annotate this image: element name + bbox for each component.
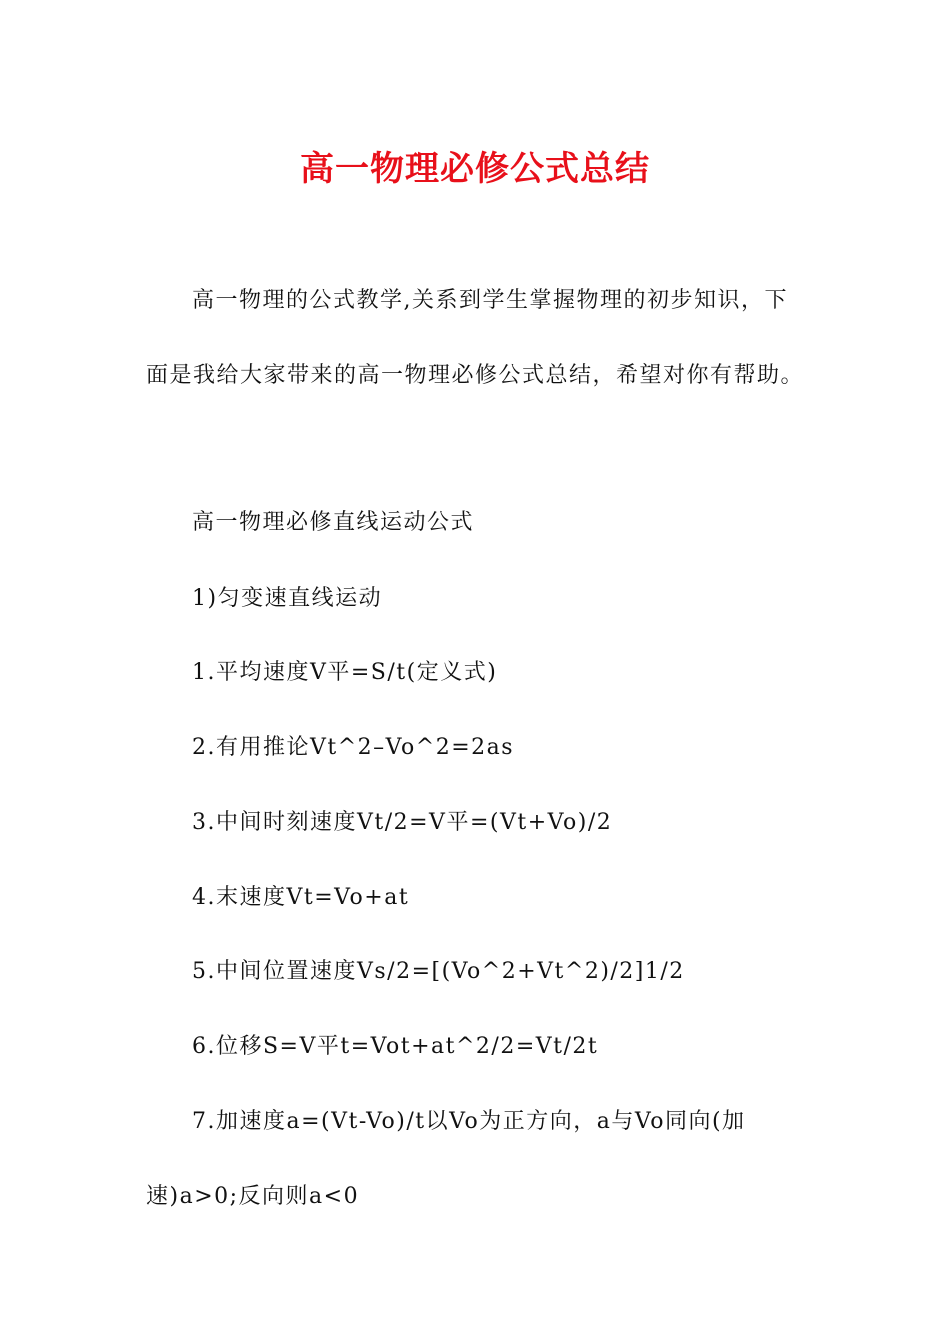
formula-item-4: 4.末速度Vt=Vo+at [192,885,410,910]
document-title: 高一物理必修公式总结 [300,149,650,189]
intro-line-1: 高一物理的公式教学,关系到学生掌握物理的初步知识，下 [192,288,788,313]
formula-item-2: 2.有用推论Vt^2–Vo^2=2as [192,735,515,760]
formula-item-1: 1.平均速度V平=S/t(定义式) [192,660,498,685]
formula-item-5: 5.中间位置速度Vs/2=[(Vo^2+Vt^2)/2]1/2 [192,959,685,984]
intro-line-2: 面是我给大家带来的高一物理必修公式总结，希望对你有帮助。 [146,363,805,388]
subsection-heading: 1)匀变速直线运动 [192,586,383,611]
formula-item-7-line-1: 7.加速度a=(Vt-Vo)/t以Vo为正方向，a与Vo同向(加 [192,1109,746,1134]
formula-item-6: 6.位移S=V平t=Vot+at^2/2=Vt/2t [192,1034,599,1059]
formula-item-7-line-2: 速)a>0;反向则a<0 [146,1184,360,1209]
formula-item-3: 3.中间时刻速度Vt/2=V平=(Vt+Vo)/2 [192,810,613,835]
section-heading: 高一物理必修直线运动公式 [192,510,475,535]
